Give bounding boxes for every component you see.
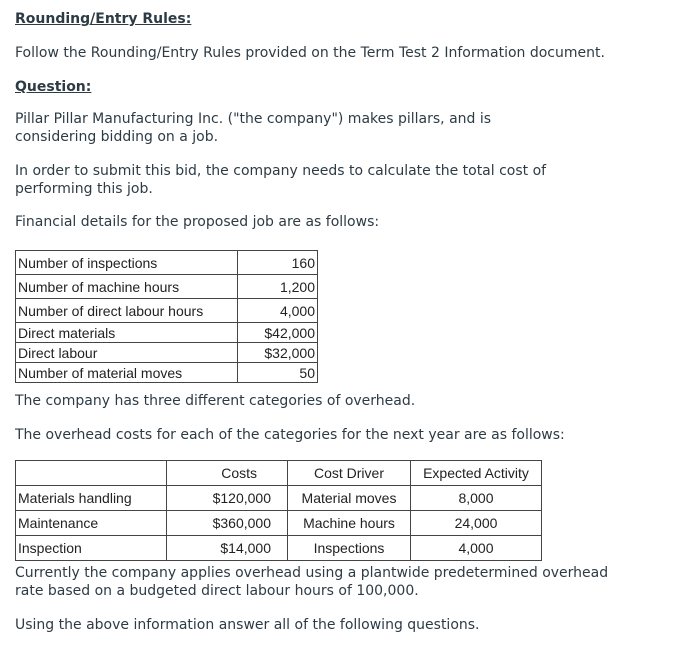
rounding-heading: Rounding/Entry Rules: bbox=[15, 11, 192, 27]
table-cell-value: $32,000 bbox=[238, 343, 318, 363]
table-cell-cost: $360,000 bbox=[167, 511, 288, 536]
table-cell-driver: Inspections bbox=[288, 536, 411, 561]
table-row bbox=[16, 343, 318, 363]
table-cell-cost: $120,000 bbox=[167, 486, 288, 511]
table-row bbox=[16, 251, 318, 275]
table-cell-label: Number of inspections bbox=[16, 251, 238, 275]
overhead-table bbox=[15, 460, 542, 561]
table-row bbox=[16, 536, 542, 561]
bid-text: In order to submit this bid, the company needs to calculate the total cost of performing this job. bbox=[15, 163, 551, 197]
table-header-row bbox=[16, 461, 542, 486]
table-cell-category: Maintenance bbox=[16, 511, 167, 536]
closing-text: Using the above information answer all of the following questions. bbox=[15, 617, 480, 633]
table-cell-value: 160 bbox=[238, 251, 318, 275]
table-header-cell: Cost Driver bbox=[288, 461, 411, 486]
table-cell-value: 1,200 bbox=[238, 275, 318, 299]
intro-text: Pillar Pillar Manufacturing Inc. ("the company") makes pillars, and is considering bidding on a job. bbox=[15, 111, 496, 145]
table-cell-driver: Material moves bbox=[288, 486, 411, 511]
table-cell-category: Inspection bbox=[16, 536, 167, 561]
table-row bbox=[16, 323, 318, 343]
categories-text: The company has three different categories of overhead. bbox=[15, 393, 416, 409]
table-cell-label: Direct materials bbox=[16, 323, 238, 343]
table-cell-value: $42,000 bbox=[238, 323, 318, 343]
table-row bbox=[16, 299, 318, 323]
table-cell-label: Number of machine hours bbox=[16, 275, 238, 299]
table-header-cell bbox=[16, 461, 167, 486]
table-row bbox=[16, 275, 318, 299]
table-row bbox=[16, 486, 542, 511]
table-header-cell: Costs bbox=[167, 461, 288, 486]
question-heading: Question: bbox=[15, 79, 92, 95]
table-cell-value: 50 bbox=[238, 363, 318, 383]
table-cell-activity: 24,000 bbox=[411, 511, 542, 536]
overhead-intro: The overhead costs for each of the categories for the next year are as follows: bbox=[15, 427, 565, 443]
table-cell-activity: 4,000 bbox=[411, 536, 542, 561]
table-cell-activity: 8,000 bbox=[411, 486, 542, 511]
financial-details-table bbox=[15, 250, 318, 383]
table-cell-label: Number of direct labour hours bbox=[16, 299, 238, 323]
table-cell-label: Number of material moves bbox=[16, 363, 238, 383]
table-cell-cost: $14,000 bbox=[167, 536, 288, 561]
table-header-cell: Expected Activity bbox=[411, 461, 542, 486]
table-cell-value: 4,000 bbox=[238, 299, 318, 323]
rounding-text: Follow the Rounding/Entry Rules provided on the Term Test 2 Information document. bbox=[15, 45, 605, 61]
table-row bbox=[16, 363, 318, 383]
table-cell-driver: Machine hours bbox=[288, 511, 411, 536]
financial-intro: Financial details for the proposed job are as follows: bbox=[15, 214, 380, 230]
table-row bbox=[16, 511, 542, 536]
table-cell-label: Direct labour bbox=[16, 343, 238, 363]
table-cell-category: Materials handling bbox=[16, 486, 167, 511]
plantwide-text: Currently the company applies overhead using a plantwide predetermined overhead rate based on a budgeted direct labour hours of 100,000. bbox=[15, 565, 613, 599]
